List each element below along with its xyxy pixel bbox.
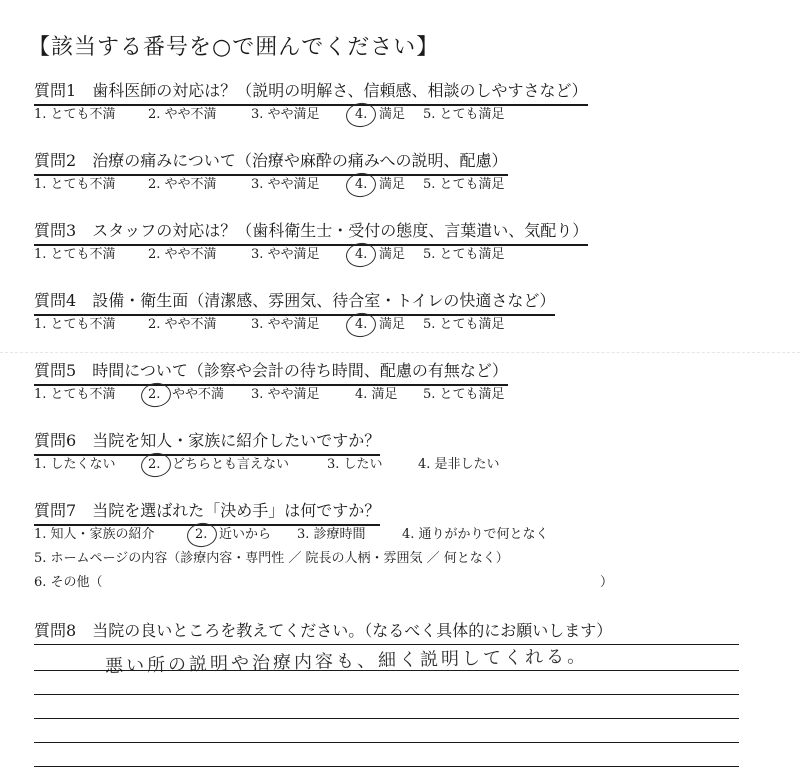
q6-option-1[interactable]: 1. したくない [34, 457, 116, 472]
question-3-text: スタッフの対応は？（歯科衛生士・受付の態度、言葉遣い、気配り） [92, 221, 589, 240]
q4-option-1[interactable]: 1. とても不満 [34, 317, 116, 332]
fold-line [0, 352, 800, 353]
q3-option-3[interactable]: 3. やや満足 [251, 247, 320, 262]
question-5-title [34, 360, 508, 386]
question-6-number: 質問6 [34, 431, 77, 450]
q6-option-2-label[interactable]: どちらとも言えない [172, 457, 290, 472]
question-1-number: 質問1 [34, 81, 77, 100]
q7-option-6-close: ） [600, 575, 614, 590]
question-1-text: 歯科医師の対応は？（説明の明解さ、信頼感、相談のしやすさなど） [92, 81, 588, 100]
q5-option-2-label[interactable]: やや不満 [172, 387, 225, 402]
question-6-text: 当院を知人・家族に紹介したいですか？ [92, 431, 381, 450]
q6-option-2-number[interactable]: 2. [148, 457, 161, 472]
q7-option-5[interactable]: 5. ホームページの内容（診療内容・専門性 ／ 院長の人柄・雰囲気 ／ 何となく） [34, 551, 509, 566]
q2-option-4-label[interactable]: 満足 [379, 177, 406, 192]
q7-option-3[interactable]: 3. 診療時間 [297, 527, 366, 542]
question-7-title [34, 500, 380, 526]
q6-option-3[interactable]: 3. したい [327, 457, 383, 472]
question-5-text: 時間について（診察や会計の待ち時間、配慮の有無など） [92, 361, 508, 380]
question-5-number: 質問5 [34, 361, 77, 380]
question-1-title [34, 80, 588, 106]
q2-option-4-number[interactable]: 4. [355, 177, 368, 192]
q5-option-5[interactable]: 5. とても満足 [423, 387, 505, 402]
question-2-title [34, 150, 508, 176]
q1-option-4-number[interactable]: 4. [355, 107, 368, 122]
q7-option-4[interactable]: 4. 通りがかりで何となく [402, 527, 549, 542]
question-7-number: 質問7 [34, 501, 77, 520]
answer-line-6 [34, 766, 739, 767]
q2-option-2[interactable]: 2. やや不満 [148, 177, 217, 192]
q1-option-5[interactable]: 5. とても満足 [423, 107, 505, 122]
q2-option-5[interactable]: 5. とても満足 [423, 177, 505, 192]
q1-option-4-label[interactable]: 満足 [379, 107, 406, 122]
question-3-title [34, 220, 588, 246]
q5-option-1[interactable]: 1. とても不満 [34, 387, 116, 402]
question-8-number: 質問8 [34, 621, 77, 640]
q1-option-1[interactable]: 1. とても不満 [34, 107, 116, 122]
q3-option-4-label[interactable]: 満足 [379, 247, 406, 262]
q2-option-1[interactable]: 1. とても不満 [34, 177, 116, 192]
question-3-number: 質問3 [34, 221, 77, 240]
answer-line-4 [34, 718, 739, 719]
q3-option-4-number[interactable]: 4. [355, 247, 368, 262]
q7-option-1[interactable]: 1. 知人・家族の紹介 [34, 527, 155, 542]
q4-option-4-label[interactable]: 満足 [379, 317, 406, 332]
q5-option-3[interactable]: 3. やや満足 [251, 387, 320, 402]
answer-line-3 [34, 694, 739, 695]
q3-option-5[interactable]: 5. とても満足 [423, 247, 505, 262]
q6-option-4[interactable]: 4. 是非したい [418, 457, 500, 472]
q5-option-2-number[interactable]: 2. [148, 387, 161, 402]
q4-option-3[interactable]: 3. やや満足 [251, 317, 320, 332]
answer-line-1 [34, 644, 739, 645]
question-8-handwritten-answer[interactable]: 悪い所の説明や治療内容も、細く説明してくれる。 [104, 645, 589, 678]
answer-line-2 [34, 670, 739, 671]
q2-option-3[interactable]: 3. やや満足 [251, 177, 320, 192]
question-6-title [34, 430, 380, 456]
answer-line-5 [34, 742, 739, 743]
question-2-number: 質問2 [34, 151, 77, 170]
question-4-number: 質問4 [34, 291, 77, 310]
q7-option-2-label[interactable]: 近いから [219, 527, 272, 542]
q5-option-4[interactable]: 4. 満足 [355, 387, 398, 402]
question-7-text: 当院を選ばれた「決め手」は何ですか？ [92, 501, 381, 520]
question-4-title [34, 290, 555, 316]
question-4-text: 設備・衛生面（清潔感、雰囲気、待合室・トイレの快適さなど） [92, 291, 556, 310]
q4-option-5[interactable]: 5. とても満足 [423, 317, 505, 332]
q7-option-2-number[interactable]: 2. [195, 527, 208, 542]
q1-option-3[interactable]: 3. やや満足 [251, 107, 320, 122]
question-8-title [34, 620, 612, 644]
question-2-text: 治療の痛みについて（治療や麻酔の痛みへの説明、配慮） [92, 151, 508, 170]
q4-option-4-number[interactable]: 4. [355, 317, 368, 332]
q1-option-2[interactable]: 2. やや不満 [148, 107, 217, 122]
q7-option-6[interactable]: 6. その他（ [34, 575, 103, 590]
question-8-text: 当院の良いところを教えてください。（なるべく具体的にお願いします） [92, 621, 613, 640]
q4-option-2[interactable]: 2. やや不満 [148, 317, 217, 332]
q3-option-1[interactable]: 1. とても不満 [34, 247, 116, 262]
q3-option-2[interactable]: 2. やや不満 [148, 247, 217, 262]
page-title: 【該当する番号を○で囲んでください】 [28, 35, 440, 60]
